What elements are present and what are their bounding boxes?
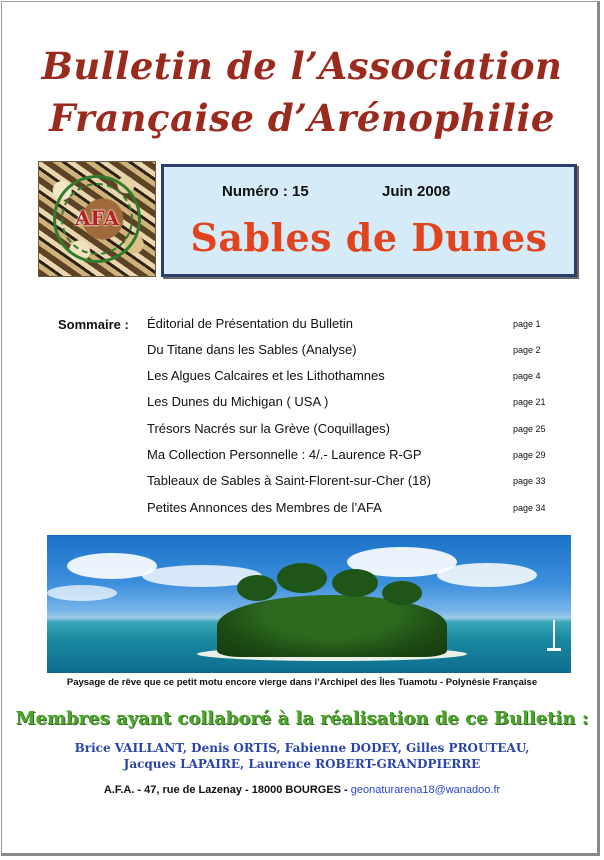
- toc-item: [0, 473, 604, 495]
- footer-address: [0, 784, 604, 796]
- issue-date: Juin 2008: [382, 183, 451, 200]
- sailboat-hull: [547, 648, 561, 651]
- issue-box: [161, 164, 577, 277]
- toc-item: [0, 447, 604, 469]
- members-heading: Membres ayant collaboré à la réalisation de ce Bulletin :: [15, 708, 589, 729]
- toc-item-page: page 2: [513, 345, 541, 355]
- members-names-line2: Jacques LAPAIRE, Laurence ROBERT-GRANDPIERRE: [123, 757, 481, 771]
- toc-item-page: page 33: [513, 476, 546, 486]
- toc-item: [0, 394, 604, 416]
- island-photo: [47, 535, 571, 673]
- email-link[interactable]: geonaturarena18@wanadoo.fr: [350, 784, 501, 796]
- toc-label: Sommaire :: [58, 317, 129, 332]
- toc-item: [0, 342, 604, 364]
- palm-tree-shape: [382, 581, 422, 605]
- toc-item-page: page 25: [513, 424, 546, 434]
- logo-text: AFA: [74, 206, 120, 230]
- bulletin-title-line1: Bulletin de l’Association: [41, 44, 563, 88]
- toc-item: [0, 368, 604, 390]
- palm-tree-shape: [332, 569, 378, 597]
- issue-title: Sables de Dunes: [190, 215, 548, 260]
- palm-tree-shape: [277, 563, 327, 593]
- palm-tree-shape: [237, 575, 277, 601]
- issue-number: Numéro : 15: [222, 183, 309, 200]
- toc-item: [0, 421, 604, 443]
- toc-item: [0, 500, 604, 522]
- toc-item-title: Trésors Nacrés sur la Grève (Coquillages): [147, 421, 390, 436]
- toc-item-page: page 4: [513, 371, 541, 381]
- members-names-line1: Brice VAILLANT, Denis ORTIS, Fabienne DODEY, Gilles PROUTEAU,: [74, 741, 530, 755]
- cloud-shape: [47, 585, 117, 601]
- toc-item-title: Du Titane dans les Sables (Analyse): [147, 342, 357, 357]
- afa-logo: [38, 161, 156, 277]
- toc-item-title: Ma Collection Personnelle : 4/.- Laurence R-GP: [147, 447, 422, 462]
- toc-item-title: Petites Annonces des Membres de l’AFA: [147, 500, 382, 515]
- toc-item-page: page 34: [513, 503, 546, 513]
- sailboat-mast: [553, 620, 555, 650]
- toc-item: [0, 316, 604, 338]
- island-vegetation: [217, 595, 447, 657]
- address-text: A.F.A. - 47, rue de Lazenay - 18000 BOURGES -: [103, 784, 351, 796]
- toc-item-page: page 29: [513, 450, 546, 460]
- toc-item-title: Tableaux de Sables à Saint-Florent-sur-Cher (18): [147, 473, 431, 488]
- bulletin-title-line2: Française d’Arénophilie: [49, 96, 555, 140]
- toc-item-title: Les Algues Calcaires et les Lithothamnes: [147, 368, 385, 383]
- toc-item-title: Les Dunes du Michigan ( USA ): [147, 394, 329, 409]
- cloud-shape: [437, 563, 537, 587]
- photo-caption: Paysage de rêve que ce petit motu encore vierge dans l’Archipel des Îles Tuamotu - Polynésie Française: [66, 677, 538, 688]
- toc-item-page: page 21: [513, 397, 546, 407]
- toc-item-page: page 1: [513, 319, 541, 329]
- toc-item-title: Éditorial de Présentation du Bulletin: [147, 316, 353, 331]
